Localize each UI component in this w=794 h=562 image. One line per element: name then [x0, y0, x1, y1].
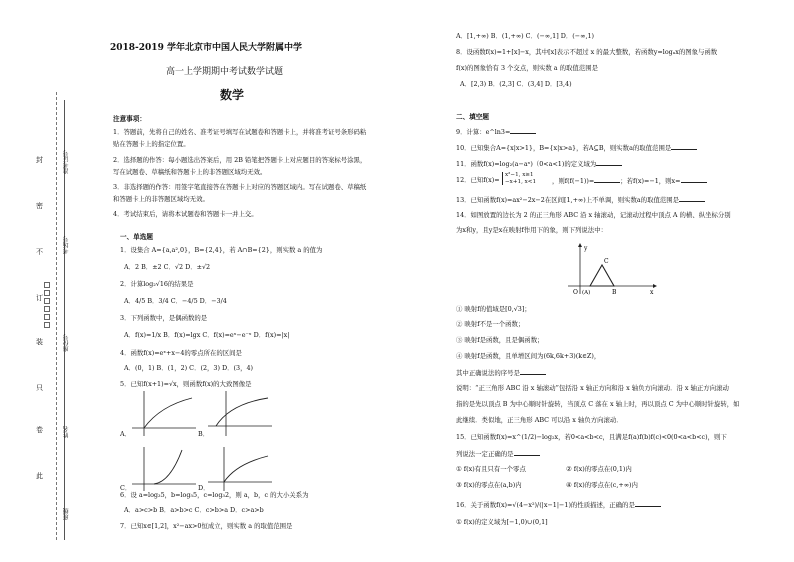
cut-line-dashed: [56, 92, 57, 540]
options-line: A．(0，1) B．(1，2) C．(2，3) D．(3，4): [124, 364, 254, 372]
note-line: 指的是先以顶点 B 为中心顺时针旋转，当顶点 C 落在 x 轴上时，再以顶点 C 为中心顺时针旋转，如: [456, 400, 740, 408]
note-line: 3．非选择题的作答：用签字笔直接答在答题卡上对应的答题区域内。写在试题卷、草稿纸: [113, 183, 367, 191]
options-line: A．[1,+∞) B．(1,+∞) C．(−∞,1] D．(−∞,1): [456, 32, 595, 40]
seal-char: 不: [36, 248, 43, 256]
question-text: 11．函数f(x)=log₂(a−aˣ)（0<a<1)的定义域为: [456, 160, 597, 168]
graph-option-a: [130, 388, 200, 438]
graph-option-label: C．: [120, 484, 132, 492]
section-heading: 一、单选题: [120, 233, 153, 241]
graph-option-label: B．: [198, 430, 210, 438]
seal-char: 订: [36, 294, 43, 302]
question-line: 15．已知函数f(x)=x^(1/2)−log₂x，若0<a<b<c，且满足f(a)f(b)f(c)<0(0<a<b<c)，则下: [456, 433, 727, 441]
vertex-label-c: C: [604, 258, 609, 265]
vertex-label-b: B: [612, 289, 617, 296]
question-text: 13．已知函数f(x)=ax²−2x−2在区间[1,+∞)上不单调，则实数a的取值范围是: [456, 196, 680, 204]
grid-cell: [44, 314, 50, 320]
options-line: A．2 B．±2 C．√2 D．±√2: [124, 263, 211, 271]
question-line: 2．计算log₂√16的结果是: [120, 280, 194, 288]
options-line: A．a>c>b B．a>b>c C．c>b>a D．c>a>b: [124, 506, 264, 514]
question-line: [456, 159, 622, 168]
graph-option-d: [206, 444, 276, 492]
question-text: ，则f(f(−1))=: [552, 177, 595, 185]
field-exam-number-label: 准考证号: [63, 150, 70, 174]
note-line: 此继续．类似地，正三角形 ABC 可以沿 x 轴负方向滚动．: [456, 416, 623, 424]
piecewise-case: x²−1, x≥1: [505, 172, 534, 178]
option-item: ④ f(x)的零点在(c,+∞)内: [566, 481, 638, 489]
exam-title-line2: 高一上学期期中考试数学试题: [166, 67, 284, 77]
note-line: 写在试题卷、草稿纸和答题卡上的非答题区域均无效。: [113, 168, 267, 176]
note-line: 1．答题前，先将自己的姓名、准考证号填写在试题卷和答题卡上，并将准考证号条形码粘: [113, 128, 367, 136]
question-line: 7．已知x∈[1,2]，x²−ax>0恒成立，则实数 a 的取值范围是: [120, 522, 293, 530]
seal-char: 装: [36, 338, 43, 346]
question-line: 5．已知f(x+1)=√x，则函数f(x)的大致图像是: [120, 380, 252, 388]
note-line: 贴在答题卡上的指定位置。: [113, 140, 190, 148]
answer-blank: [514, 449, 540, 456]
axis-label-y: y: [584, 245, 588, 252]
answer-blank: [679, 195, 705, 202]
option-item: ② f(x)的零点在(0,1)内: [566, 465, 632, 473]
question-line: [552, 176, 707, 185]
answer-blank: [510, 127, 536, 134]
question-text: ；若f(x)=−1，则x=: [620, 177, 681, 185]
answer-blank: [681, 176, 707, 183]
vertex-label-a: (A): [582, 290, 591, 296]
origin-label: O: [573, 289, 578, 296]
graph-option-c: [130, 444, 200, 492]
statement-item: ① 映射f的值域是[0,√3]；: [456, 305, 531, 313]
answer-blank: [594, 176, 620, 183]
question-line: [456, 449, 540, 458]
question-line: [456, 500, 661, 509]
note-line: 4．考试结束后，请将本试题卷和答题卡一并上交。: [113, 210, 258, 218]
section-heading: 二、填空题: [456, 113, 489, 121]
statement-item: ③ 映射f是函数，且是偶函数；: [456, 336, 544, 344]
option-item: ③ f(x)的零点在(a,b)内: [456, 481, 522, 489]
question-line: [456, 195, 705, 204]
question-text: 16．关于函数f(x)=√(4−x²)/(|x−1|−1)的性质描述，正确的是: [456, 501, 635, 509]
question-line: f(x)的图象恰有 3 个交点，则实数 a 的取值范围是: [456, 64, 598, 72]
question-line: [456, 143, 697, 152]
statement-item: ① f(x)的定义域为[−1,0)∪(0,1]: [456, 518, 548, 526]
answer-blank: [596, 159, 622, 166]
note-line: 说明：“正三角形 ABC 沿 x 轴滚动”包括沿 x 轴正方向和沿 x 轴负方向滚动．沿 x 轴正方向滚动: [456, 384, 729, 392]
axis-label-x: x: [650, 289, 654, 296]
grid-cell: [44, 322, 50, 328]
seal-char: 密: [36, 202, 43, 210]
grid-cell: [44, 282, 50, 288]
options-line: A．f(x)=1/x B．f(x)=lgx C．f(x)=eˣ−e⁻ˣ D．f(x)=|x|: [124, 331, 290, 339]
rolling-triangle-figure: [566, 240, 662, 296]
graph-option-b: [206, 388, 276, 438]
note-line: 和答题卡上的非答题区域均无效。: [113, 195, 209, 203]
question-line: 4．函数f(x)=eˣ+x−4的零点所在的区间是: [120, 349, 242, 357]
question-line: 3．下列函数中，是偶函数的是: [120, 314, 208, 322]
option-item: ① f(x)有且只有一个零点: [456, 465, 526, 473]
field-room-label: 考场号: [63, 236, 70, 254]
question-line: 14．如图放置的边长为 2 的正三角形 ABC 沿 x 轴滚动，记滚动过程中顶点 A 的横、纵坐标分别: [456, 211, 731, 219]
grid-cell: [44, 298, 50, 304]
grid-cell: [44, 290, 50, 296]
question-text: 10．已知集合A={x|x>1}，B={x|x>a}，若A⊆B，则实数a的取值范围是: [456, 144, 672, 152]
question-line: [456, 176, 500, 184]
field-name-label: 姓名: [63, 426, 70, 438]
options-line: A．[2,3) B．(2,3] C．(3,4] D．[3,4): [460, 80, 572, 88]
exam-title-line1: 2018-2019 学年北京市中国人民大学附属中学: [110, 43, 302, 53]
question-text: 12．已知f(x)=: [456, 176, 500, 184]
field-class-label: 班级: [63, 508, 70, 520]
question-line: 1．设集合 A={a,a²,0}，B={2,4}，若 A∩B={2}，则实数 a 的值为: [120, 246, 323, 254]
piecewise-case: −x+1, x<1: [505, 178, 537, 185]
question-text: 其中正确说法的序号是: [456, 369, 520, 377]
seal-char: 只: [36, 384, 43, 392]
note-line: 2．选择题的作答：每小题选出答案后，用 2B 铅笔把答题卡上对应题目的答案标号涂黑，: [113, 156, 367, 164]
graph-option-label: D．: [198, 484, 210, 492]
question-line: [456, 368, 546, 377]
grid-cell: [44, 306, 50, 312]
graph-option-label: A．: [120, 430, 132, 438]
answer-blank: [635, 500, 661, 507]
question-line: [456, 127, 536, 136]
question-text: 9．计算：e^ln3=: [456, 128, 511, 136]
piecewise-function: [502, 172, 536, 185]
statement-item: ② 映射f不是一个函数；: [456, 320, 525, 328]
field-seat-label: 座位号: [63, 334, 70, 352]
question-text: 列说法一定正确的是: [456, 450, 514, 458]
question-line: 8．设函数f(x)=1+[x]−x，其中[x]表示不超过 x 的最大整数，若函数y=logₐx的图象与函数: [456, 48, 718, 56]
answer-blank: [520, 368, 546, 375]
subject-title: 数学: [220, 88, 245, 102]
statement-item: ④ 映射f是函数，且单增区间为(6k,6k+3)(k∈Z)，: [456, 352, 601, 360]
options-line: A．4/5 B．3/4 C．−4/5 D．−3/4: [124, 297, 227, 305]
seal-char: 卷: [36, 426, 43, 434]
notes-heading: 注意事项：: [113, 115, 146, 123]
answer-blank: [671, 143, 697, 150]
seal-char: 封: [36, 156, 43, 164]
question-line: 6．设 a=log₃5，b=log₅5，c=log₃2，则 a，b，c 的大小关系为: [120, 491, 309, 499]
seal-char: 此: [36, 472, 43, 480]
question-line: 为x和y，且y是x在映射f作用下的象，则下列说法中：: [456, 226, 607, 234]
